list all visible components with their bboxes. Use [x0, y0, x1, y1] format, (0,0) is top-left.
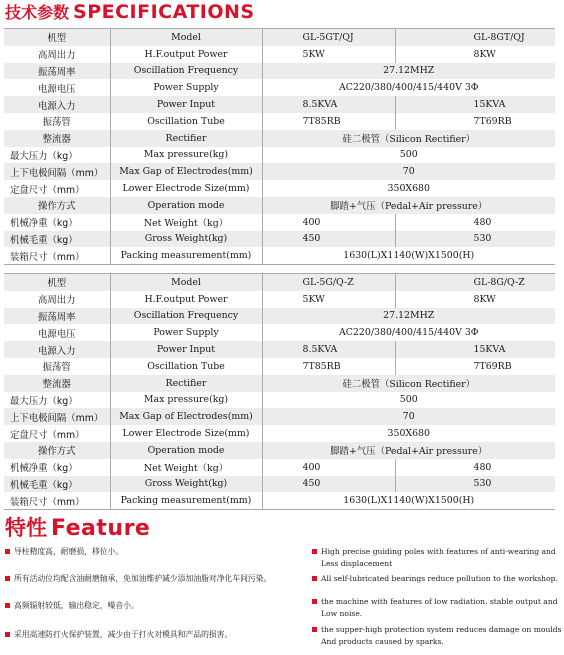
feature-heading	[5, 512, 150, 542]
spec-value-b: 530	[395, 231, 555, 248]
spec-row	[4, 180, 555, 197]
spec-value: 27.12MHZ	[262, 308, 555, 325]
feature-heading-cn: 特性	[5, 516, 47, 540]
spec-label-cn: 电源电压	[4, 79, 110, 96]
spec-label-cn: 电源电压	[4, 324, 110, 341]
spec-value-a: 5KW	[262, 291, 395, 308]
spec-value-a: GL-5G/Q-Z	[262, 274, 395, 291]
spec-value-b: GL-8G/Q-Z	[395, 274, 555, 291]
specifications-heading-cn: 技术参数	[5, 3, 70, 22]
bullet-icon	[312, 576, 317, 581]
spec-label-en: Gross Weight(kg)	[110, 476, 262, 493]
spec-value-a: 7T85RB	[262, 113, 395, 130]
feature-item-cn: 高频辐射较低，输出稳定，噪音小。	[5, 600, 139, 612]
spec-label-cn: 电源入力	[4, 341, 110, 358]
spec-row	[4, 197, 555, 214]
spec-label-cn: 机械净重（kg）	[4, 459, 110, 476]
spec-label-cn: 电源入力	[4, 96, 110, 113]
spec-value: 脚踏+气压（Pedal+Air pressure）	[262, 197, 555, 214]
spec-row	[4, 247, 555, 264]
spec-value: 27.12MHZ	[262, 63, 555, 80]
feature-item-en: the supper-high protection system reduces damage on moulds And products caused by sparks.	[312, 624, 562, 647]
spec-label-cn: 操作方式	[4, 197, 110, 214]
spec-row	[4, 358, 555, 375]
spec-label-cn: 上下电极间隔（mm）	[4, 408, 110, 425]
spec-row	[4, 442, 555, 459]
spec-label-cn: 机械净重（kg）	[4, 214, 110, 231]
spec-label-cn: 整流器	[4, 130, 110, 147]
spec-label-en: Rectifier	[110, 130, 262, 147]
spec-value-b: 7T69RB	[395, 113, 555, 130]
spec-row	[4, 231, 555, 248]
spec-row	[4, 96, 555, 113]
spec-value-a: 7T85RB	[262, 358, 395, 375]
spec-row	[4, 130, 555, 147]
spec-label-cn: 机械毛重（kg）	[4, 231, 110, 248]
feature-item-cn: 采用高速防打火保护装置，减少由于打火对模具和产品的损害。	[5, 629, 232, 641]
spec-value-b: 15KVA	[395, 96, 555, 113]
spec-label-cn: 高周出力	[4, 46, 110, 63]
spec-row	[4, 79, 555, 96]
spec-label-en: Max Gap of Electrodes(mm)	[110, 408, 262, 425]
spec-label-en: Lower Electrode Size(mm)	[110, 425, 262, 442]
bullet-icon	[312, 549, 317, 554]
spec-value: 1630(L)X1140(W)X1500(H)	[262, 492, 555, 509]
spec-label-en: Model	[110, 274, 262, 291]
spec-label-en: H.F.output Power	[110, 46, 262, 63]
specifications-heading	[5, 0, 255, 23]
feature-list	[5, 546, 560, 651]
spec-row	[4, 375, 555, 392]
spec-label-cn: 振荡管	[4, 113, 110, 130]
spec-row	[4, 63, 555, 80]
spec-row	[4, 492, 555, 509]
spec-value: 硅二极管（Silicon Rectifier）	[262, 130, 555, 147]
spec-row	[4, 392, 555, 409]
feature-item-cn: 所有活动位均配含油耐磨轴承，免加油维护减少添加油脂对净化车间污染。	[5, 573, 271, 585]
spec-value: 70	[262, 408, 555, 425]
spec-label-en: Net Weight（kg）	[110, 214, 262, 231]
spec-label-en: Oscillation Frequency	[110, 63, 262, 80]
spec-label-cn: 定盘尺寸（mm）	[4, 425, 110, 442]
spec-label-en: Packing measurement(mm)	[110, 247, 262, 264]
spec-label-en: Max pressure(kg)	[110, 392, 262, 409]
spec-row	[4, 308, 555, 325]
spec-label-cn: 装箱尺寸（mm）	[4, 247, 110, 264]
spec-value-b: 480	[395, 459, 555, 476]
spec-value-b: 8KW	[395, 46, 555, 63]
bullet-icon	[312, 627, 317, 632]
spec-label-cn: 最大压力（kg）	[4, 392, 110, 409]
spec-value: 硅二极管（Silicon Rectifier）	[262, 375, 555, 392]
spec-row	[4, 476, 555, 493]
spec-label-en: Oscillation Tube	[110, 358, 262, 375]
bullet-icon	[5, 549, 10, 554]
spec-value-a: 8.5KVA	[262, 341, 395, 358]
spec-table-gt	[4, 28, 555, 265]
spec-table-g	[4, 273, 555, 510]
spec-label-cn: 机型	[4, 29, 110, 46]
spec-label-en: Net Weight（kg）	[110, 459, 262, 476]
spec-label-cn: 装箱尺寸（mm）	[4, 492, 110, 509]
spec-value: 350X680	[262, 425, 555, 442]
feature-heading-en: Feature	[51, 516, 151, 541]
feature-item-en: High precise guiding poles with features of anti-wearing and Less displacement	[312, 546, 562, 569]
bullet-icon	[5, 632, 10, 637]
spec-row	[4, 425, 555, 442]
spec-label-cn: 上下电极间隔（mm）	[4, 163, 110, 180]
spec-row	[4, 291, 555, 308]
feature-item-en: the machine with features of low radiation, stable output and Low noise.	[312, 596, 562, 619]
spec-value-a: GL-5GT/QJ	[262, 29, 395, 46]
spec-label-cn: 整流器	[4, 375, 110, 392]
bullet-icon	[5, 576, 10, 581]
spec-row	[4, 459, 555, 476]
spec-label-cn: 振荡周率	[4, 63, 110, 80]
spec-row	[4, 46, 555, 63]
spec-value-b: 480	[395, 214, 555, 231]
spec-row	[4, 341, 555, 358]
spec-value-a: 450	[262, 476, 395, 493]
spec-label-en: Operation mode	[110, 197, 262, 214]
spec-label-cn: 操作方式	[4, 442, 110, 459]
spec-row	[4, 113, 555, 130]
spec-label-en: Max pressure(kg)	[110, 147, 262, 164]
feature-item-cn: 导柱精度高，耐磨损，移位小。	[5, 546, 123, 558]
spec-label-en: Operation mode	[110, 442, 262, 459]
spec-label-en: Packing measurement(mm)	[110, 492, 262, 509]
spec-label-en: Power Input	[110, 341, 262, 358]
spec-label-en: H.F.output Power	[110, 291, 262, 308]
spec-label-cn: 定盘尺寸（mm）	[4, 180, 110, 197]
spec-label-en: Oscillation Frequency	[110, 308, 262, 325]
spec-label-en: Rectifier	[110, 375, 262, 392]
spec-value-b: 15KVA	[395, 341, 555, 358]
spec-value: 70	[262, 163, 555, 180]
spec-label-en: Gross Weight(kg)	[110, 231, 262, 248]
spec-value: 350X680	[262, 180, 555, 197]
spec-value: 500	[262, 392, 555, 409]
spec-row	[4, 29, 555, 46]
bullet-icon	[5, 603, 10, 608]
spec-value: 500	[262, 147, 555, 164]
spec-value-a: 5KW	[262, 46, 395, 63]
spec-label-cn: 振荡管	[4, 358, 110, 375]
spec-label-cn: 机械毛重（kg）	[4, 476, 110, 493]
spec-label-en: Model	[110, 29, 262, 46]
spec-label-en: Oscillation Tube	[110, 113, 262, 130]
spec-value-b: 8KW	[395, 291, 555, 308]
spec-value: AC220/380/400/415/440V 3Φ	[262, 79, 555, 96]
spec-row	[4, 408, 555, 425]
spec-label-cn: 最大压力（kg）	[4, 147, 110, 164]
spec-value-a: 8.5KVA	[262, 96, 395, 113]
spec-row	[4, 147, 555, 164]
spec-label-en: Lower Electrode Size(mm)	[110, 180, 262, 197]
spec-label-cn: 机型	[4, 274, 110, 291]
feature-item-en: All self-lubricated bearings reduce pollution to the workshop.	[312, 573, 558, 585]
spec-label-en: Power Input	[110, 96, 262, 113]
spec-value-b: 7T69RB	[395, 358, 555, 375]
spec-row	[4, 214, 555, 231]
spec-value-b: GL-8GT/QJ	[395, 29, 555, 46]
spec-value: AC220/380/400/415/440V 3Φ	[262, 324, 555, 341]
specifications-heading-en: SPECIFICATIONS	[73, 1, 255, 23]
spec-value-a: 400	[262, 459, 395, 476]
spec-value: 脚踏+气压（Pedal+Air pressure）	[262, 442, 555, 459]
spec-value-a: 450	[262, 231, 395, 248]
spec-value-a: 400	[262, 214, 395, 231]
bullet-icon	[312, 599, 317, 604]
spec-row	[4, 274, 555, 291]
spec-label-cn: 振荡周率	[4, 308, 110, 325]
spec-label-en: Power Supply	[110, 324, 262, 341]
spec-label-cn: 高周出力	[4, 291, 110, 308]
spec-value-b: 530	[395, 476, 555, 493]
spec-row	[4, 163, 555, 180]
spec-label-en: Power Supply	[110, 79, 262, 96]
spec-value: 1630(L)X1140(W)X1500(H)	[262, 247, 555, 264]
spec-label-en: Max Gap of Electrodes(mm)	[110, 163, 262, 180]
spec-row	[4, 324, 555, 341]
